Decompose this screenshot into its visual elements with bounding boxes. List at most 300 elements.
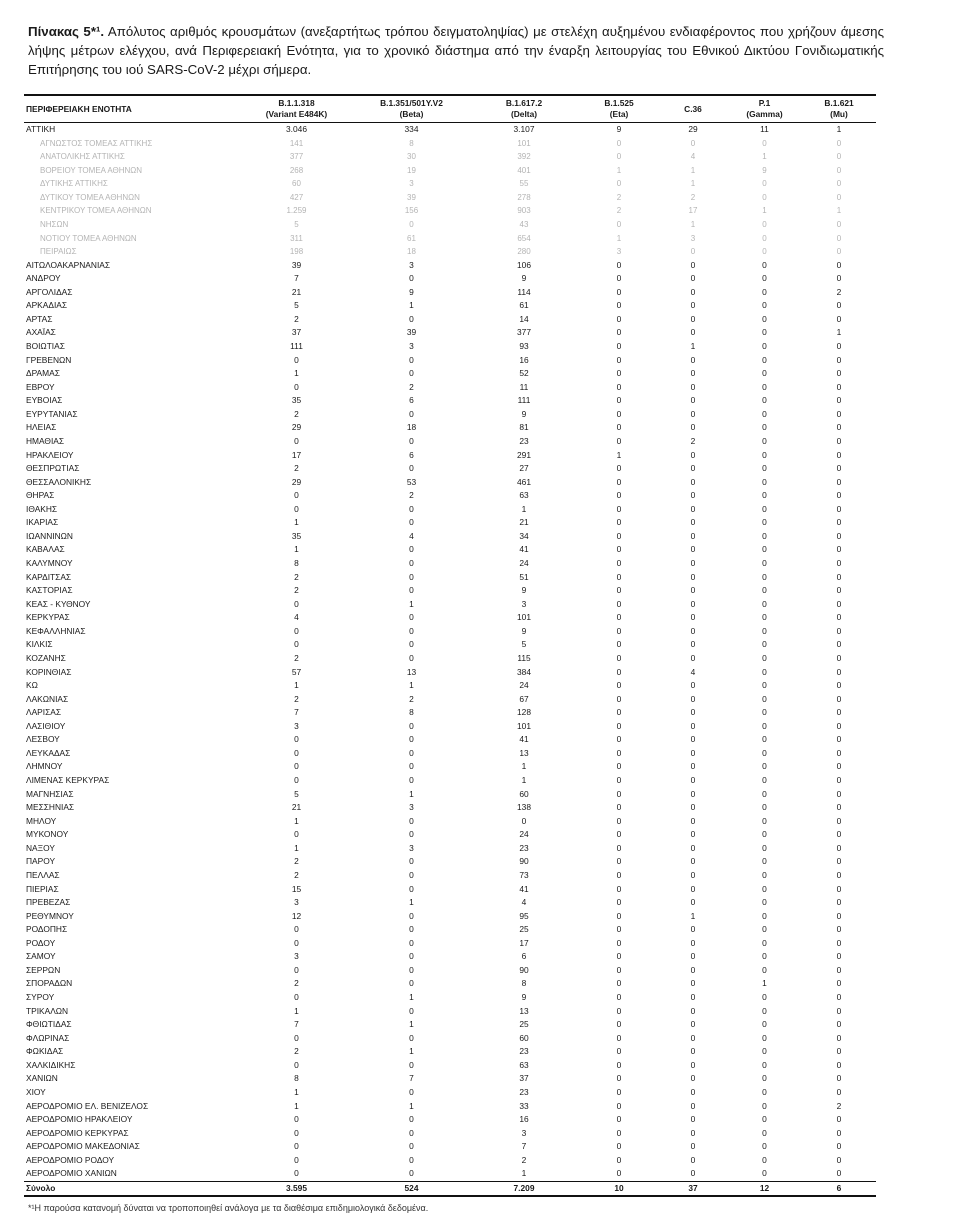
count-cell: 0 [616, 422, 622, 433]
region-name-cell: ΦΩΚΙΔΑΣ [26, 1046, 64, 1057]
count-cell: 0 [836, 1073, 842, 1084]
count-cell: 0 [836, 897, 842, 908]
region-name-cell: ΑΕΡΟΔΡΟΜΙΟ ΜΑΚΕΔΟΝΙΑΣ [26, 1141, 140, 1152]
count-cell: 0 [836, 530, 842, 541]
count-cell: 4 [521, 897, 527, 908]
count-cell: 0 [762, 964, 767, 975]
count-cell: 0 [762, 1046, 767, 1057]
count-cell: 24 [519, 829, 529, 840]
count-cell: 128 [517, 707, 531, 718]
count-cell: 0 [616, 219, 622, 229]
table-row [24, 693, 876, 707]
column-header [802, 95, 876, 123]
count-cell: 11 [760, 124, 769, 134]
count-cell: 52 [519, 368, 529, 379]
count-cell: 0 [616, 856, 622, 867]
count-cell: 3 [409, 259, 414, 270]
count-cell: 0 [836, 815, 842, 826]
count-cell: 0 [616, 666, 622, 677]
count-cell: 0 [616, 138, 622, 148]
count-cell: 0 [616, 544, 622, 555]
count-cell: 1 [294, 1086, 299, 1097]
count-cell: 0 [294, 964, 299, 975]
count-cell: 0 [690, 992, 696, 1002]
count-cell: 8 [521, 978, 527, 989]
count-cell: 0 [409, 435, 414, 446]
count-cell: 0 [690, 544, 696, 555]
region-name-cell: ΡΟΔΟΠΗΣ [26, 924, 68, 935]
count-cell: 654 [517, 233, 531, 243]
count-cell: 0 [690, 747, 696, 758]
count-cell: 0 [409, 720, 414, 731]
region-name-cell: ΑΤΤΙΚΗ [26, 124, 56, 134]
count-cell: 0 [836, 802, 842, 813]
count-cell: 156 [404, 206, 419, 216]
count-cell: 3 [409, 802, 414, 813]
count-cell: 1 [294, 815, 299, 826]
count-cell: 2 [294, 693, 299, 704]
count-cell: 0 [294, 490, 299, 501]
count-cell: 0 [762, 422, 767, 433]
count-cell: 4 [409, 530, 414, 541]
region-name-cell: ΚΙΛΚΙΣ [26, 639, 53, 650]
column-header-title: B.1.525 [604, 98, 634, 108]
count-cell: 0 [616, 152, 622, 162]
count-cell: 334 [404, 124, 419, 134]
region-name-cell: ΙΚΑΡΙΑΣ [26, 517, 59, 528]
count-cell: 0 [690, 1127, 696, 1138]
count-cell: 60 [292, 179, 301, 189]
count-cell: 0 [762, 408, 767, 419]
count-cell: 0 [616, 924, 622, 935]
column-header-title: B.1.621 [824, 98, 854, 108]
count-cell: 101 [517, 612, 531, 623]
count-cell: 0 [762, 1100, 767, 1111]
count-cell: 7 [294, 1019, 299, 1030]
count-cell: 0 [616, 273, 622, 284]
count-cell: 0 [762, 707, 767, 718]
count-cell: 0 [690, 883, 696, 894]
count-cell: 0 [616, 1086, 622, 1097]
count-cell: 1 [409, 992, 414, 1002]
count-cell: 0 [616, 842, 622, 853]
region-name-cell: ΝΗΣΩΝ [40, 219, 69, 229]
count-cell: 0 [409, 815, 414, 826]
count-cell: 0 [836, 951, 842, 962]
count-cell: 8 [294, 1073, 299, 1084]
count-cell: 0 [690, 625, 696, 636]
count-cell: 0 [409, 652, 414, 663]
count-cell: 0 [690, 1168, 696, 1179]
count-cell: 0 [690, 300, 696, 311]
count-cell: 1 [294, 1005, 299, 1016]
table-row [24, 774, 876, 788]
count-cell: 1 [409, 788, 414, 799]
region-name-cell: ΛΑΡΙΣΑΣ [26, 707, 62, 718]
count-cell: 0 [616, 951, 622, 962]
count-cell: 0 [690, 327, 696, 338]
count-cell: 0 [409, 612, 414, 623]
count-cell: 3 [294, 951, 299, 962]
count-cell: 0 [762, 951, 767, 962]
total-count-cell: 7.209 [469, 1181, 579, 1196]
table-row [24, 1072, 876, 1086]
table-caption [28, 22, 884, 79]
count-cell: 3.107 [513, 124, 535, 134]
count-cell: 1 [616, 449, 622, 460]
count-cell: 0 [762, 571, 767, 582]
count-cell: 34 [519, 530, 529, 541]
count-cell: 0 [836, 1086, 842, 1097]
count-cell: 0 [409, 368, 414, 379]
count-cell: 2 [616, 192, 622, 202]
count-cell: 0 [616, 341, 622, 351]
count-cell: 0 [690, 1086, 696, 1097]
count-cell: 0 [762, 192, 767, 202]
count-cell: 1 [616, 233, 622, 243]
count-cell: 0 [521, 815, 527, 826]
count-cell: 0 [616, 639, 622, 650]
region-name-cell: ΑΙΤΩΛΟΑΚΑΡΝΑΝΙΑΣ [26, 259, 111, 270]
count-cell: 0 [294, 775, 299, 785]
count-cell: 0 [690, 463, 696, 474]
count-cell: 51 [519, 571, 529, 582]
count-cell: 280 [517, 247, 531, 257]
count-cell: 0 [616, 1114, 622, 1125]
region-name-cell: ΚΕΦΑΛΛΗΝΙΑΣ [26, 625, 86, 636]
table-row [24, 991, 876, 1005]
region-name-cell: ΔΥΤΙΚΗΣ ΑΤΤΙΚΗΣ [40, 179, 108, 189]
count-cell: 0 [762, 693, 767, 704]
count-cell: 0 [616, 910, 622, 921]
count-cell: 2 [409, 693, 414, 704]
table-row [24, 652, 876, 666]
region-name-cell: ΚΑΒΑΛΑΣ [26, 544, 65, 555]
count-cell: 9 [762, 165, 767, 175]
count-cell: 0 [690, 598, 696, 609]
count-cell: 6 [409, 395, 414, 406]
count-cell: 0 [690, 964, 696, 975]
count-cell: 0 [836, 598, 842, 609]
count-cell: 1 [409, 1100, 414, 1111]
count-cell: 0 [762, 327, 767, 338]
count-cell: 0 [836, 1127, 842, 1138]
count-cell: 0 [294, 1154, 299, 1165]
count-cell: 0 [409, 273, 414, 284]
count-cell: 0 [836, 571, 842, 582]
count-cell: 21 [291, 286, 302, 297]
region-name-cell: ΤΡΙΚΑΛΩΝ [26, 1005, 69, 1016]
count-cell: 0 [409, 517, 414, 528]
count-cell: 24 [519, 680, 529, 691]
region-name-cell: ΝΑΞΟΥ [26, 842, 55, 853]
count-cell: 1 [521, 503, 527, 514]
count-cell: 0 [690, 815, 696, 826]
count-cell: 0 [294, 761, 299, 772]
table-row [24, 530, 876, 544]
count-cell: 6 [521, 951, 527, 962]
region-name-cell: ΕΒΡΟΥ [26, 381, 55, 392]
region-name-cell: ΑΡΓΟΛΙΔΑΣ [26, 286, 73, 297]
region-name-cell: ΠΙΕΡΙΑΣ [26, 883, 59, 894]
count-cell: 0 [616, 1059, 622, 1070]
count-cell: 0 [409, 761, 414, 772]
count-cell: 0 [836, 503, 842, 514]
count-cell: 25 [519, 1019, 529, 1030]
count-cell: 12 [291, 910, 302, 921]
count-cell: 0 [294, 1168, 299, 1179]
region-name-cell: ΣΠΟΡΑΔΩΝ [26, 978, 73, 989]
count-cell: 0 [690, 761, 696, 772]
region-name-cell: ΘΕΣΣΑΛΟΝΙΚΗΣ [26, 476, 92, 487]
count-cell: 0 [836, 747, 842, 758]
count-cell: 0 [836, 476, 842, 487]
table-subrow [24, 177, 876, 191]
table-row [24, 1127, 876, 1141]
count-cell: 0 [762, 179, 767, 189]
count-cell: 9 [521, 408, 527, 419]
column-header [727, 95, 802, 123]
count-cell: 0 [616, 259, 622, 270]
count-cell: 0 [836, 639, 842, 650]
count-cell: 2 [294, 869, 299, 880]
count-cell: 1 [294, 517, 299, 528]
region-name-cell: ΕΥΡΥΤΑΝΙΑΣ [26, 408, 78, 419]
count-cell: 0 [762, 815, 767, 826]
count-cell: 1.259 [286, 206, 307, 216]
count-cell: 55 [519, 179, 529, 189]
count-cell: 19 [407, 165, 416, 175]
count-cell: 2 [294, 585, 299, 596]
count-cell: 0 [616, 992, 622, 1002]
total-label-cell: Σύνολο [24, 1181, 239, 1196]
count-cell: 0 [409, 856, 414, 867]
region-name-cell: ΦΛΩΡΙΝΑΣ [26, 1032, 70, 1043]
table-row [24, 910, 876, 924]
count-cell: 9 [521, 992, 527, 1002]
count-cell: 4 [690, 152, 696, 162]
count-cell: 0 [762, 747, 767, 758]
table-row [24, 381, 876, 395]
region-name-cell: ΑΡΤΑΣ [26, 313, 53, 324]
count-cell: 35 [291, 530, 302, 541]
region-name-cell: ΑΕΡΟΔΡΟΜΙΟ ΧΑΝΙΩΝ [26, 1168, 117, 1179]
table-row [24, 977, 876, 991]
count-cell: 0 [409, 585, 414, 596]
count-cell: 0 [690, 585, 696, 596]
count-cell: 0 [616, 815, 622, 826]
table-row [24, 123, 876, 137]
count-cell: 0 [690, 449, 696, 460]
count-cell: 0 [836, 1046, 842, 1057]
count-cell: 9 [409, 286, 414, 297]
count-cell: 35 [291, 395, 302, 406]
count-cell: 7 [294, 707, 299, 718]
count-cell: 0 [836, 192, 842, 202]
region-name-cell: ΛΕΣΒΟΥ [26, 734, 60, 745]
count-cell: 3 [690, 233, 696, 243]
count-cell: 0 [690, 978, 696, 989]
count-cell: 0 [836, 652, 842, 663]
count-cell: 2 [690, 435, 696, 446]
table-row [24, 638, 876, 652]
count-cell: 0 [690, 842, 696, 853]
count-cell: 0 [409, 1005, 414, 1016]
count-cell: 0 [616, 1032, 622, 1043]
count-cell: 3 [409, 341, 414, 351]
count-cell: 0 [294, 747, 299, 758]
count-cell: 0 [836, 1032, 842, 1043]
count-cell: 0 [294, 937, 299, 948]
count-cell: 0 [836, 273, 842, 284]
table-row [24, 828, 876, 842]
count-cell: 427 [289, 192, 304, 202]
count-cell: 43 [519, 219, 529, 229]
region-name-cell: ΚΑΛΥΜΝΟΥ [26, 558, 73, 568]
count-cell: 63 [519, 490, 529, 501]
count-cell: 0 [762, 138, 767, 148]
count-cell: 8 [409, 707, 414, 718]
count-cell: 60 [519, 788, 529, 799]
count-cell: 0 [616, 476, 622, 487]
region-name-cell: ΚΑΡΔΙΤΣΑΣ [26, 571, 72, 582]
count-cell: 0 [616, 802, 622, 813]
region-name-cell: ΚΕΡΚΥΡΑΣ [26, 612, 70, 623]
count-cell: 0 [409, 910, 414, 921]
count-cell: 0 [836, 341, 842, 351]
count-cell: 0 [409, 313, 414, 324]
count-cell: 0 [690, 693, 696, 704]
count-cell: 39 [406, 327, 417, 338]
count-cell: 0 [762, 381, 767, 392]
count-cell: 0 [836, 300, 842, 311]
count-cell: 0 [616, 1127, 622, 1138]
count-cell: 0 [762, 1032, 767, 1043]
count-cell: 0 [294, 734, 299, 745]
count-cell: 0 [836, 152, 842, 162]
count-cell: 0 [409, 1086, 414, 1097]
count-cell: 0 [294, 1141, 299, 1152]
count-cell: 0 [690, 1141, 696, 1152]
region-name-cell: ΔΥΤΙΚΟΥ ΤΟΜΕΑ ΑΘΗΝΩΝ [40, 192, 140, 202]
count-cell: 0 [836, 368, 842, 379]
count-cell: 1 [294, 544, 299, 555]
count-cell: 461 [517, 476, 531, 487]
column-header-title: B.1.617.2 [505, 98, 543, 108]
count-cell: 111 [290, 341, 303, 351]
count-cell: 0 [762, 1127, 767, 1138]
count-cell: 0 [836, 1005, 842, 1016]
count-cell: 0 [409, 219, 414, 229]
count-cell: 0 [409, 937, 414, 948]
count-cell: 3 [294, 720, 299, 731]
table-row [24, 449, 876, 463]
count-cell: 0 [690, 273, 696, 284]
table-row [24, 408, 876, 422]
count-cell: 0 [836, 1019, 842, 1030]
count-cell: 291 [517, 449, 531, 460]
count-cell: 2 [690, 192, 696, 202]
table-row [24, 788, 876, 802]
count-cell: 11 [519, 381, 529, 392]
count-cell: 0 [690, 517, 696, 528]
count-cell: 0 [762, 842, 767, 853]
count-cell: 9 [616, 124, 622, 134]
count-cell: 0 [616, 652, 622, 663]
table-row [24, 543, 876, 557]
count-cell: 29 [688, 124, 698, 134]
region-name-cell: ΚΕΝΤΡΙΚΟΥ ΤΟΜΕΑ ΑΘΗΝΩΝ [40, 206, 152, 216]
count-cell: 0 [616, 1100, 622, 1111]
count-cell: 377 [517, 327, 531, 338]
count-cell: 0 [836, 693, 842, 704]
table-row [24, 869, 876, 883]
count-cell: 0 [762, 313, 767, 324]
count-cell: 0 [616, 761, 622, 772]
count-cell: 0 [762, 788, 767, 799]
count-cell: 0 [836, 354, 842, 365]
count-cell: 0 [690, 1059, 696, 1070]
count-cell: 15 [291, 883, 302, 894]
count-cell: 0 [836, 856, 842, 867]
count-cell: 2 [294, 1046, 299, 1057]
count-cell: 63 [519, 1059, 529, 1070]
table-row [24, 1045, 876, 1059]
table-row [24, 1059, 876, 1073]
count-cell: 3 [409, 842, 414, 853]
region-name-cell: ΒΟΙΩΤΙΑΣ [26, 341, 65, 351]
count-cell: 0 [616, 286, 622, 297]
total-count-cell: 524 [354, 1181, 469, 1196]
count-cell: 17 [291, 449, 302, 460]
count-cell: 0 [762, 300, 767, 311]
count-cell: 0 [762, 829, 767, 840]
count-cell: 61 [519, 300, 529, 311]
count-cell: 95 [519, 910, 529, 921]
count-cell: 0 [616, 585, 622, 596]
count-cell: 0 [294, 354, 299, 365]
region-name-cell: ΚΕΑΣ - ΚΥΘΝΟΥ [26, 598, 91, 609]
count-cell: 2 [294, 856, 299, 867]
table-row [24, 259, 876, 273]
count-cell: 0 [409, 408, 414, 419]
variants-table-wrapper [24, 94, 876, 1197]
count-cell: 0 [762, 435, 767, 446]
total-count-cell: 10 [579, 1181, 659, 1196]
count-cell: 0 [409, 829, 414, 840]
count-cell: 0 [409, 1154, 414, 1165]
region-name-cell: ΑΕΡΟΔΡΟΜΙΟ ΗΡΑΚΛΕΙΟΥ [26, 1114, 133, 1125]
count-cell: 1 [690, 179, 696, 189]
count-cell: 16 [519, 1114, 529, 1125]
region-name-cell: ΗΡΑΚΛΕΙΟΥ [26, 449, 74, 460]
table-subrow [24, 232, 876, 246]
count-cell: 90 [519, 964, 529, 975]
region-name-cell: ΑΕΡΟΔΡΟΜΙΟ ΚΕΡΚΥΡΑΣ [26, 1127, 129, 1138]
region-name-cell: ΛΕΥΚΑΔΑΣ [26, 747, 71, 758]
count-cell: 41 [519, 883, 529, 894]
count-cell: 0 [836, 924, 842, 935]
count-cell: 0 [409, 354, 414, 365]
count-cell: 0 [616, 978, 622, 989]
count-cell: 0 [690, 856, 696, 867]
region-name-cell: ΧΙΟΥ [26, 1086, 46, 1097]
count-cell: 0 [616, 1168, 622, 1179]
count-cell: 2 [836, 1100, 842, 1111]
column-header [354, 95, 469, 123]
count-cell: 0 [294, 992, 299, 1002]
count-cell: 0 [294, 625, 299, 636]
